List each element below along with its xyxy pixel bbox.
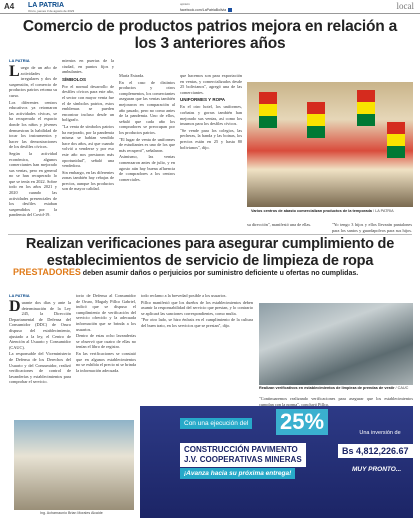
story1-subhead-symbols: SÍMBOLOS xyxy=(62,76,87,82)
story1-paragraph: que hacemos son para exportación en ventas, y comercializados desde 25 bolivianos", agregó una de las comerciantes. xyxy=(180,73,242,95)
story1-paragraph: "El lugar de venta de uniformes de estudiantes es uno de los que más recuperó", señalaron. xyxy=(119,136,175,153)
story1-paragraph: Según la actividad económica, algunos comerciantes han mejorado sus ventas, pero en general no se han recuperado lo que se tenía en 2022. Sobre todo en los años 2021 y 2020 cuando las actividades presenciales de los desfiles estaban suspendidos por la pandemia del Covid-19. xyxy=(9,150,57,218)
story2-paragraph: torio de Defensa al Consumidor de Oruro, Magaly Pillco Gabriel, indicó que se dispuso el cumplimiento de verificación del servicio ofrecido y la adecuada información que se brinda a los usuarios. xyxy=(76,293,136,332)
facebook-icon xyxy=(228,8,232,12)
story2-byline: LA PATRIA xyxy=(9,293,30,298)
story2-photo-caption: Realizan verificativos en establecimientos de limpieza de prendas de vestir / CAUC xyxy=(259,386,409,390)
story2-paragraph: Pillco manifestó que los dueños de los establecimientos deben asumir la responsabilidad del servicio que prestan, y lo contrario se aplicará las sanciones correspondientes, como multa. xyxy=(141,299,253,316)
story2-column-1 xyxy=(9,293,71,403)
story1-paragraph: "Yo tengo 3 hijos y ellos llevarán pantalones para los santos y guardapolvos para sus hijos. xyxy=(332,222,412,233)
story2-column-4 xyxy=(259,396,413,406)
ad-investment-label: Una inversión de xyxy=(359,430,401,436)
bolivian-flag-icon xyxy=(307,102,325,138)
story2-paragraph: urante dos días y ante la determinación de la Ley 245, la Dirección Departamental de Defensa del Consumidor (DDC) de Oruro dispuso del establecimiento, ajustado a la ley, el Centro de Atención al Usuario y Consumidor (CAUC). xyxy=(9,300,71,350)
bolivian-flag-icon xyxy=(357,90,375,126)
story2-column-2 xyxy=(76,293,136,403)
story1-column-3 xyxy=(119,73,175,234)
newspaper-logo: LA PATRIA xyxy=(28,2,65,9)
story2-column-3 xyxy=(141,293,253,403)
ad-percent: 25% xyxy=(276,409,328,435)
page-header xyxy=(0,0,420,14)
divider xyxy=(8,234,412,235)
story1-paragraph: Los diferentes centros educativos ya retomaron las actividades cívicas, se ha recuperado el espacio donde los niños y jóvenes demuestran la habilidad de tocar los instrumentos y hacer las demostraciones de los desfiles cívicos. xyxy=(9,99,57,150)
story2-paragraph: "Por otro lado, se hizo énfasis en el cumplimiento de la cultura del buen trato, en los servicios que se prestan", dijo. xyxy=(141,317,253,328)
bolivian-flag-icon xyxy=(259,92,277,128)
story1-photo xyxy=(247,82,413,207)
header-mid-label: opinión xyxy=(180,2,190,6)
story1-column-4 xyxy=(180,73,242,234)
story1-paragraph: En el otro hotel, los uniformes, corbatas y gorras también han mejorado sus ventas, así como los insumos para los desfiles cívicos. xyxy=(180,104,242,127)
ad-coming-soon: MUY PRONTO... xyxy=(352,466,402,473)
story2-paragraph: En las verificaciones se constató que en algunos establecimientos no se exhibía el precio ni se brinda la información adecuada. xyxy=(76,350,136,373)
story2-lead xyxy=(13,268,413,278)
story2-lead-keyword: PRESTADORES xyxy=(13,267,81,277)
story1-headline: Comercio de productos patrios mejora en relación a los 3 anteriores años xyxy=(22,18,398,52)
header-social: facebook.com/LaPatriaBolivia xyxy=(180,8,232,12)
story1-paragraph: En el caso de distintos productos y otros complementos, los comerciantes aseguran que las ventas también mejoraron en comparación al año pasado, pero no como antes de la pandemia. Uno de ellos, señaló que cada año los compradores se preocupan por los productos patrios. xyxy=(119,79,175,135)
story1-paragraph: "La venta de símbolos patrios ha mejorado, por la pandemia misma se habían vendido hace dos años, así que cuando volvió a venderse y por eso este año nos prestaron más oportunidad", señaló una vendedora. xyxy=(62,123,114,169)
story2-bottom-photo-caption: Ing. Acharnaunio Brian Morales Alcaide xyxy=(40,511,103,515)
story1-paragraph: Sin embargo, en las diferentes zonas también hay rebajas de precios, aunque los productos son de mayor calidad. xyxy=(62,169,114,192)
story1-photo-caption: Varios centros de abasto comercializan productos de la temporada / LA PATRIA xyxy=(251,209,394,213)
story1-paragraph: su dirección", manifestó una de ellas. xyxy=(247,222,312,227)
story2-paragraph: Dentro de estas ocho lavanderías se observó que cuatro de ellas no tenían el libro de registro. xyxy=(76,333,136,350)
ad-execution-label: Con una ejecución del xyxy=(180,418,252,429)
story1-paragraph: "Se vende para los colegios, las pecheras, la banda y las boinas, los precios están en 25 y hasta 80 bolivianos", dijo. xyxy=(180,127,242,150)
story1-column-2 xyxy=(62,58,114,234)
story1-paragraph: Por el normal desarrollo de desfiles cívicos para este año, el sector con mayor venta fue el de símbolos patrios, estos emblemas se pueden encontrar incluso desde un bolígrafo. xyxy=(62,83,114,123)
advertisement-banner[interactable] xyxy=(140,406,413,518)
ad-slogan: ¡Avanza hacia su próxima entrega! xyxy=(180,468,295,479)
story2-dropcap: D xyxy=(9,298,21,315)
story1-byline: LA PATRIA xyxy=(9,58,30,63)
story1-subhead-uniforms: UNIFORMES Y ROPA xyxy=(180,97,226,103)
issue-date: Oruro, jueves 3 de agosto de 2023 xyxy=(28,9,75,13)
story2-headline: Realizan verificaciones para asegurar cumplimiento de establecimientos de servicio de limpieza de ropa xyxy=(25,236,395,269)
story2-paragraph: "Continuaremos realizando verificaciones para asegurar que los establecimientos cumplan con la norma", concluyó Pillco. xyxy=(259,396,413,406)
story2-photo xyxy=(259,303,413,385)
story2-paragraph: todo reclamo a la brevedad posible a los usuarios. xyxy=(141,293,227,298)
story1-paragraph: mientos en puertas de la ciudad, en puntos fijos y ambulantes. xyxy=(62,58,114,75)
story1-dropcap: L xyxy=(9,63,20,80)
ad-construction-title: CONSTRUCCIÓN PAVIMENTO J.V. COOPERATIVAS MINERAS xyxy=(180,443,306,467)
story1-paragraph: uego de un año de actividades irregulares y dos de suspensión, el comercio de productos patrios retoma su curso. xyxy=(9,65,57,98)
section-tag: local xyxy=(396,1,414,11)
page-number: A4 xyxy=(4,2,15,11)
story2-bottom-photo xyxy=(14,420,134,510)
bolivian-flag-icon xyxy=(387,122,405,158)
ad-amount: Bs 4,812,226.67 xyxy=(338,444,413,458)
story1-paragraph: Asimismo, las ventas comenzaron antes de julio, y en agosto aún hay buena afluencia de compradores a los centros comerciales. xyxy=(119,154,175,182)
story1-column-1 xyxy=(9,58,57,234)
story2-lead-text: deben asumir daños o perjuicios por suministro deficiente u ofertas no cumplidas. xyxy=(82,270,359,277)
story1-paragraph: María Estrada. xyxy=(119,73,145,78)
story2-paragraph: La responsable del Viceministerio de Defensa de los Derechos del Usuario y del Consumidor, realizó verificaciones de control de lavanderías y establecimientos para comprobar el servicio. xyxy=(9,351,71,385)
